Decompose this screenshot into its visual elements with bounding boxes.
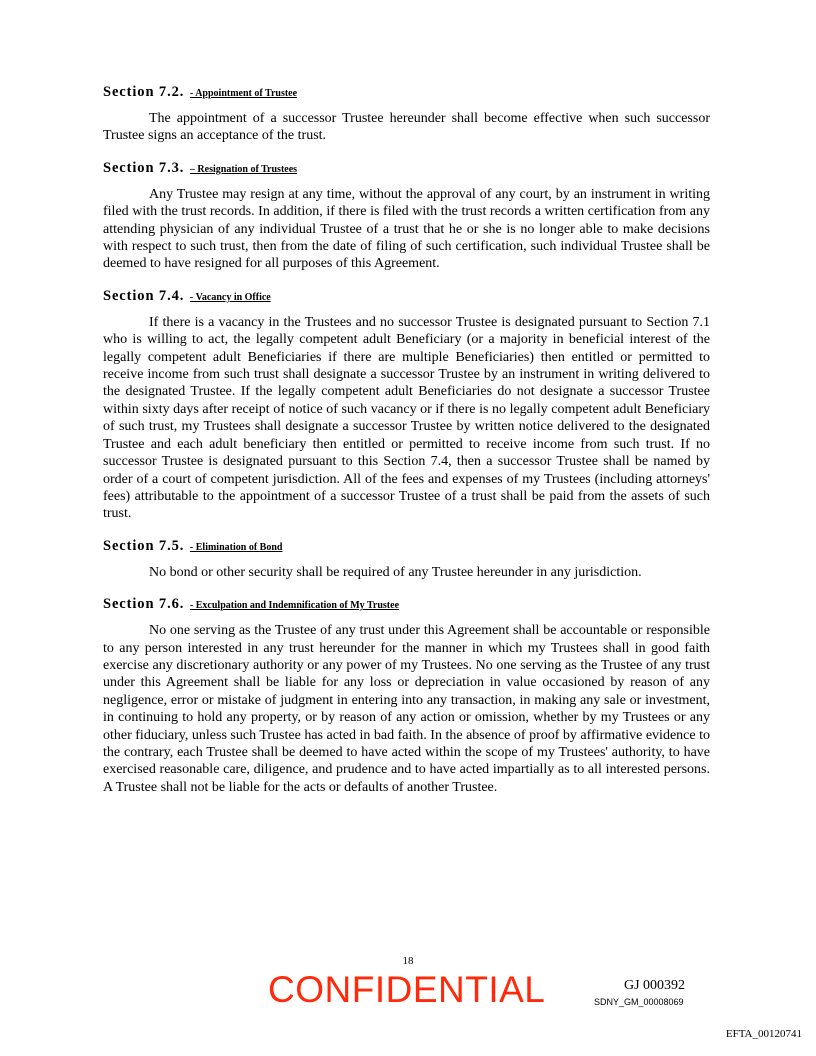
page-number: 18 <box>402 955 414 967</box>
section-number: Section 7.4. <box>103 287 185 304</box>
section-number: Section 7.3. <box>103 159 185 176</box>
section-title: - Exculpation and Indemnification of My Trustee <box>189 600 400 612</box>
section-7-5 <box>103 537 710 581</box>
section-7-3 <box>103 159 710 273</box>
section-heading <box>103 83 710 103</box>
section-title: - Appointment of Trustee <box>189 88 298 99</box>
section-paragraph: The appointment of a successor Trustee hereunder shall become effective when such successor Trustee signs an acceptance of the trust. <box>103 111 710 144</box>
section-number: Section 7.5. <box>103 537 185 554</box>
section-heading <box>103 537 710 557</box>
section-heading <box>103 287 710 307</box>
section-paragraph: If there is a vacancy in the Trustees and no successor Trustee is designated pursuant to Section 7.1 who is willing to act, the legally competent adult Beneficiary (or a majority in beneficial interest of the legally competent adult Beneficiaries if there are multiple Beneficiaries) then entitled or permitted to receive income from such trust shall designate a successor Trustee by an instrument in writing delivered to the designated Trustee. If the legally competent adult Beneficiaries do not designate a successor Trustee within sixty days after receipt of notice of such vacancy or if there is no legally competent adult Beneficiary of such trust, my Trustees shall designate a successor Trustee by written notice delivered to the designated Trustee and each adult beneficiary then entitled or permitted to receive income from such trust. If no successor Trustee is designated pursuant to this Section 7.4, then a successor Trustee shall be named by order of a court of competent jurisdiction. All of the fees and expenses of my Trustees (including attorneys' fees) attributable to the appointment of a successor Trustee of a trust shall be paid from the assets of such trust. <box>103 314 710 522</box>
section-number: Section 7.6. <box>103 596 185 613</box>
section-title: - Elimination of Bond <box>189 541 283 553</box>
section-heading <box>103 159 710 179</box>
section-7-2 <box>103 83 710 145</box>
sdny-number: SDNY_GM_00008069 <box>594 997 684 1007</box>
document-body <box>103 83 710 796</box>
section-7-6 <box>103 595 710 796</box>
section-heading <box>103 595 710 615</box>
bates-number: GJ 000392 <box>624 978 686 993</box>
section-paragraph: No one serving as the Trustee of any trust under this Agreement shall be accountable or responsible to any person interested in any trust hereunder for the manner in which my Trustees shall in good faith exercise any discretionary authority or any power of my Trustees. No one serving as the Trustee of any trust under this Agreement shall be liable for any loss or depreciation in value occasioned by reason of any negligence, error or mistake of judgment in entering into any transaction, in making any sale or investment, in continuing to hold any property, or by reason of any action or omission, whether by my Trustees or any other fiduciary, unless such Trustee has acted in bad faith. In the absence of proof by affirmative evidence to the contrary, each Trustee shall be deemed to have acted within the scope of my Trustees' authority, to have exercised reasonable care, diligence, and prudence and to have acted impartially as to all interested persons. A Trustee shall not be liable for the acts or defaults of another Trustee. <box>103 623 710 795</box>
section-title: - Vacancy in Office <box>189 291 271 303</box>
efta-number: EFTA_00120741 <box>725 1028 802 1040</box>
section-paragraph: Any Trustee may resign at any time, without the approval of any court, by an instrument in writing filed with the trust records. In addition, if there is filed with the trust records a written certification from any attending physician of any individual Trustee of a trust that he or she is no longer able to make decisions with respect to such trust, then from the date of filing of such certification, such individual Trustee shall be deemed to have resigned for all purposes of this Agreement. <box>103 186 710 272</box>
section-title: – Resignation of Trustees <box>189 163 298 175</box>
section-number: Section 7.2. <box>103 84 185 100</box>
section-7-4 <box>103 287 710 523</box>
section-paragraph: No bond or other security shall be required of any Trustee hereunder in any jurisdiction. <box>149 564 642 580</box>
confidential-stamp: CONFIDENTIAL <box>268 969 546 1010</box>
